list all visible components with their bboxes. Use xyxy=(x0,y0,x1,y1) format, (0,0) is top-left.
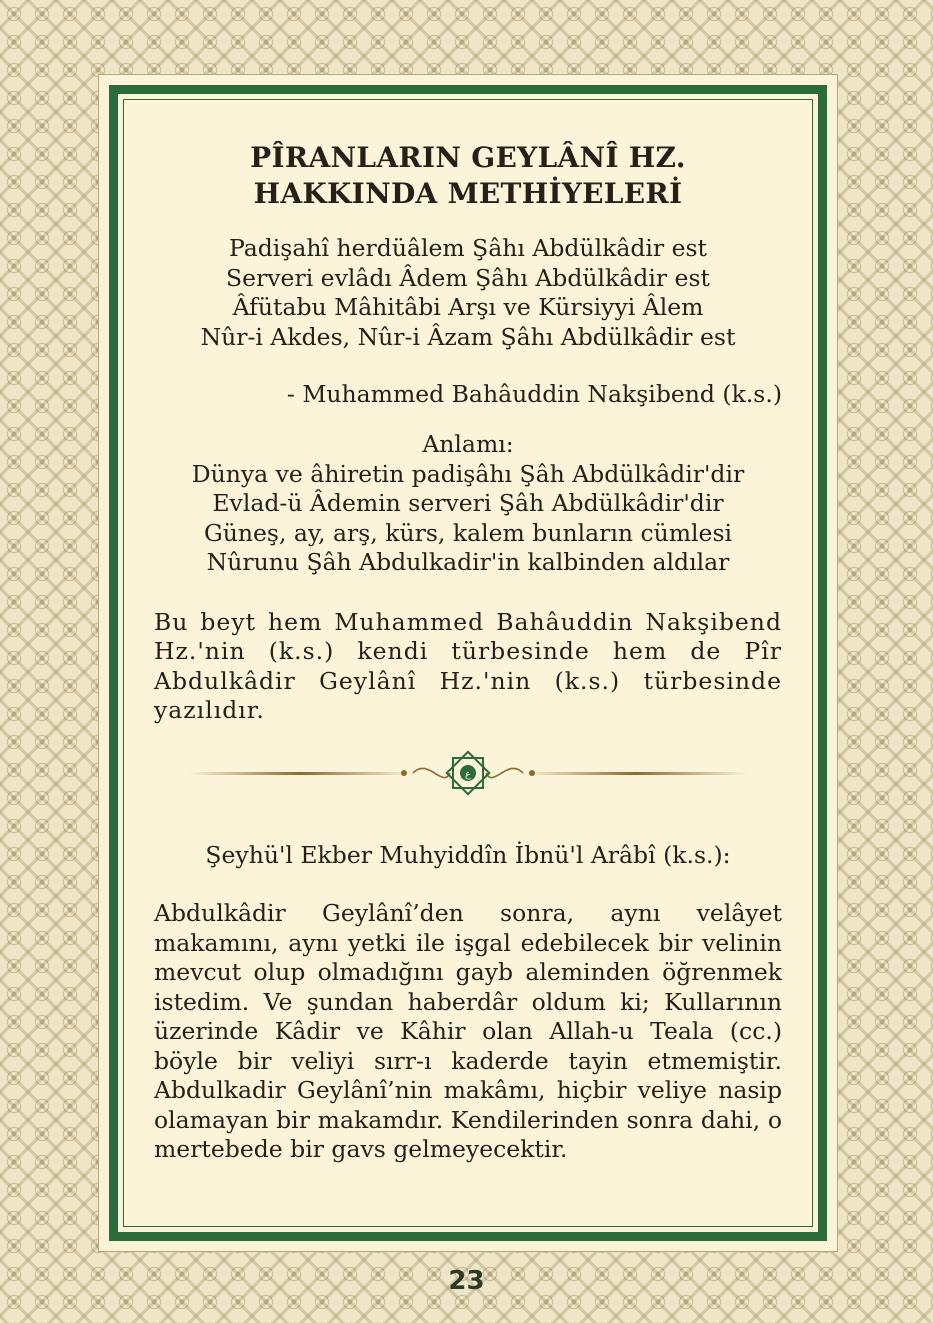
page-frame xyxy=(98,74,838,1252)
meaning-line: Nûrunu Şâh Abdulkadir'in kalbinden aldılar xyxy=(206,548,730,576)
title-line-2: HAKKINDA METHİYELERİ xyxy=(253,177,683,210)
divider-line-left xyxy=(188,772,413,775)
poem-line: Nûr-i Akdes, Nûr-i Âzam Şâhı Abdülkâdir est xyxy=(200,322,736,351)
inner-panel xyxy=(123,99,813,1227)
page-content xyxy=(154,140,782,1188)
note-paragraph: Bu beyt hem Muhammed Bahâuddin Nakşibend Hz.'nin (k.s.) kendi türbesinde hem de Pîr Abdulkâdir Geylânî Hz.'nin (k.s.) türbesinde yazılıdır. xyxy=(154,607,782,724)
meaning-line: Güneş, ay, arş, kürs, kalem bunların cümlesi xyxy=(203,518,733,547)
poem-line: Padişahî herdüâlem Şâhı Abdülkâdir est xyxy=(228,234,708,262)
page-title xyxy=(154,140,782,212)
ornament-divider xyxy=(188,749,748,799)
page-number: 23 xyxy=(448,1266,485,1296)
poem-line: Âfütabu Mâhitâbi Arşı ve Kürsiyyi Âlem xyxy=(232,293,704,321)
poem-author: - Muhammed Bahâuddin Nakşibend (k.s.) xyxy=(286,380,782,408)
meaning-line: Dünya ve âhiretin padişâhı Şâh Abdülkâdir'dir xyxy=(191,459,745,488)
ornament-star-icon xyxy=(447,752,489,794)
quote-paragraph: Abdulkâdir Geylânî’den sonra, aynı velâyet makamını, aynı yetki ile işgal edebilecek bir velinin mevcut olup olmadığını gayb aleminden öğrenmek istedim. Ve şundan haberdâr oldum ki; Kullarının üzerinde Kâdir ve Kâhir olan Allah-u Teala (cc.) böyle bir veliyi sırr-ı kaderde tayin etmemiştir. Abdulkadir Geylânî’nin makâmı, hiçbir veliye nasip olamayan bir makamdır. Kendilerinden sonra dahi, o mertebede bir gavs gelmeyecektir. xyxy=(154,899,782,1163)
meaning-label: Anlamı: xyxy=(422,430,514,458)
meaning xyxy=(154,430,782,578)
poem-line: Serveri evlâdı Âdem Şâhı Abdülkâdir est xyxy=(226,263,710,292)
divider-dot-left xyxy=(401,770,407,776)
svg-text:ع: ع xyxy=(465,769,471,780)
meaning-line: Evlad-ü Âdemin serveri Şâh Abdülkâdir'dir xyxy=(212,489,724,517)
title-line-1: PÎRANLARIN GEYLÂNÎ HZ. xyxy=(250,141,686,174)
green-border xyxy=(109,85,827,1241)
poem xyxy=(154,234,782,352)
section-heading: Şeyhü'l Ekber Muhyiddîn İbnü'l Arâbî (k.s.): xyxy=(205,841,731,869)
divider-line-right xyxy=(523,772,748,775)
divider-dot-right xyxy=(529,770,535,776)
